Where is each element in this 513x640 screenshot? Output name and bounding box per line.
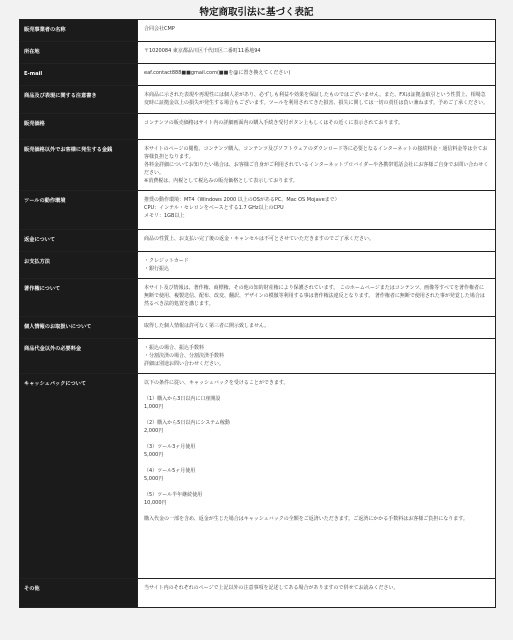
table-row [20, 252, 496, 279]
row-line: 取得した個人情報は許可なく第三者に開示致しません。 [144, 323, 270, 329]
table-row [20, 230, 496, 252]
row-content [138, 42, 496, 63]
row-line [144, 411, 489, 419]
table-row [20, 579, 496, 608]
row-line: 5,000円 [144, 452, 164, 458]
row-line: （3）ツール3ヶ月使用 [144, 444, 196, 450]
row-heading: 販売事業者の名称 [20, 20, 138, 41]
row-line [144, 387, 489, 395]
row-line: eaf.contact888■■gmail.com(■■を@に置き換えてください) [144, 70, 291, 76]
row-line: 2,000円 [144, 428, 164, 434]
row-line: ・クレジットカード [144, 258, 189, 264]
row-line: 〒1020084 東京都品川区千代田区二番町11番地94 [144, 48, 261, 54]
table-row [20, 114, 496, 140]
row-line: （5）ツール半年継続使用 [144, 492, 203, 498]
row-line: 詳細は別途お問い合わせください。 [144, 361, 225, 367]
legal-info-table [19, 19, 496, 608]
table-row [20, 317, 496, 339]
row-line: 合同会社CMP [144, 26, 175, 32]
table-row [20, 191, 496, 230]
table-row [20, 140, 496, 191]
row-line: 推奨の動作環境：MT4（Windows 2000 以上のOSがあるPC、Mac OS Mojaveまで） [144, 197, 340, 203]
row-content [138, 64, 496, 85]
row-line: 10,000円 [144, 500, 167, 506]
row-heading: お支払方法 [20, 252, 138, 278]
row-content [138, 579, 496, 607]
row-heading: 著作権について [20, 279, 138, 316]
table-row [20, 42, 496, 64]
row-line: 5,000円 [144, 476, 164, 482]
row-line [144, 459, 489, 467]
row-line: 商品の性質上、お支払い完了後の返金・キャンセルは不可とさせていただきますのでご了承ください。 [144, 236, 375, 242]
row-heading: 返金について [20, 230, 138, 251]
row-line: （4）ツール5ヶ月使用 [144, 468, 196, 474]
row-line: 本商品に示された表現や再現性には個人差があり、必ずしも利益や効果を保証したものではございません。また、FXは証拠金取引という性質上、相場急変時に証拠金以上の損失が発生する場合もございます。ツールを利用されてきた損害、損失に関しては一切の責任は負い兼ねます。予めご了承ください。 [144, 92, 489, 106]
row-content [138, 252, 496, 278]
row-line: （1）購入から3日以内に口座開設 [144, 396, 221, 402]
table-row [20, 374, 496, 579]
row-line: コンテンツの販売価格はサイト内の詳細画面内の購入手続き受付ボタン上もしくはその近くに表示されております。 [144, 120, 404, 126]
row-line: CPU：インテル・セレロンをベースとする1.7 GHz以上のCPU [144, 205, 284, 211]
row-heading: その他 [20, 579, 138, 607]
row-content [138, 140, 496, 190]
row-line: ※消費税は、内税として税込みの販売価格として表示しております。 [144, 178, 298, 184]
row-content [138, 374, 496, 578]
table-row [20, 339, 496, 374]
row-content [138, 317, 496, 338]
row-content [138, 279, 496, 316]
table-row [20, 279, 496, 317]
row-content [138, 114, 496, 139]
row-content [138, 191, 496, 229]
row-line: 1,000円 [144, 404, 164, 410]
row-heading: ツールの動作環境 [20, 191, 138, 229]
row-heading: 個人情報のお取扱いについて [20, 317, 138, 338]
row-heading: 販売価格 [20, 114, 138, 139]
row-heading: 商品及び表現に関する注意書き [20, 86, 138, 113]
row-content [138, 339, 496, 373]
row-line: 当サイト内のそれぞれのページで上記以外の注意事項を記述してある場合がありますので併せてお読みください。 [144, 585, 399, 591]
row-content [138, 20, 496, 41]
row-line: 本サイトのページの閲覧、コンテンツ購入、コンテンツ及びソフトウェアのダウンロード等に必要となるインターネットの接続料金・通信料金等は全てお客様負担となります。 [144, 146, 488, 160]
row-line: 本サイト及び情報は、著作権、商標権、その他の知的財産権により保護されています。 このホームページまたはコンテンツ、画像等すべてを著作権者に無断で使用、複製送信、配布、改変、翻訳、デザインの模倣等利用する事は著作権法違反となります。 著作権者に無断で使用された事が発覚した場合は然るべき法的処置を講じます。 [144, 285, 485, 307]
row-heading: 所在地 [20, 42, 138, 63]
row-content [138, 86, 496, 113]
row-line: ・銀行振込 [144, 266, 170, 272]
row-line: （2）購入から5日以内にシステム稼動 [144, 420, 230, 426]
row-heading: 販売価格以外でお客様に発生する金銭 [20, 140, 138, 190]
row-line: 以下の条件に従い、キャッシュバックを受けることができます。 [144, 380, 289, 386]
row-content [138, 230, 496, 251]
table-row [20, 20, 496, 42]
row-line [144, 435, 489, 443]
row-line [144, 483, 489, 491]
page-title: 特定商取引法に基づく表記 [199, 7, 314, 18]
row-line: 購入代金の一部を含め、返金が生じた場合はキャッシュバックの全額をご返済いただきます。ご返済にかかる手数料はお客様ご負担になります。 [144, 516, 468, 522]
table-row [20, 86, 496, 114]
row-heading: E-mail [20, 64, 138, 85]
row-line: ・分割決済の場合、分割決済手数料 [144, 353, 225, 359]
row-line: メモリ：1GB以上 [144, 213, 185, 219]
row-line: ・振込の場合、振込手数料 [144, 345, 205, 351]
row-heading: 商品代金以外の必要料金 [20, 339, 138, 373]
table-row [20, 64, 496, 86]
row-heading: キャッシュバックについて [20, 374, 138, 578]
row-line [144, 507, 489, 515]
row-line: 各料金詳細についてお知りたい場合は、お客様ご自身がご利用されているインターネットプロバイダーや各携帯電話会社にお客様ご自身でお問い合わせください。 [144, 162, 489, 176]
